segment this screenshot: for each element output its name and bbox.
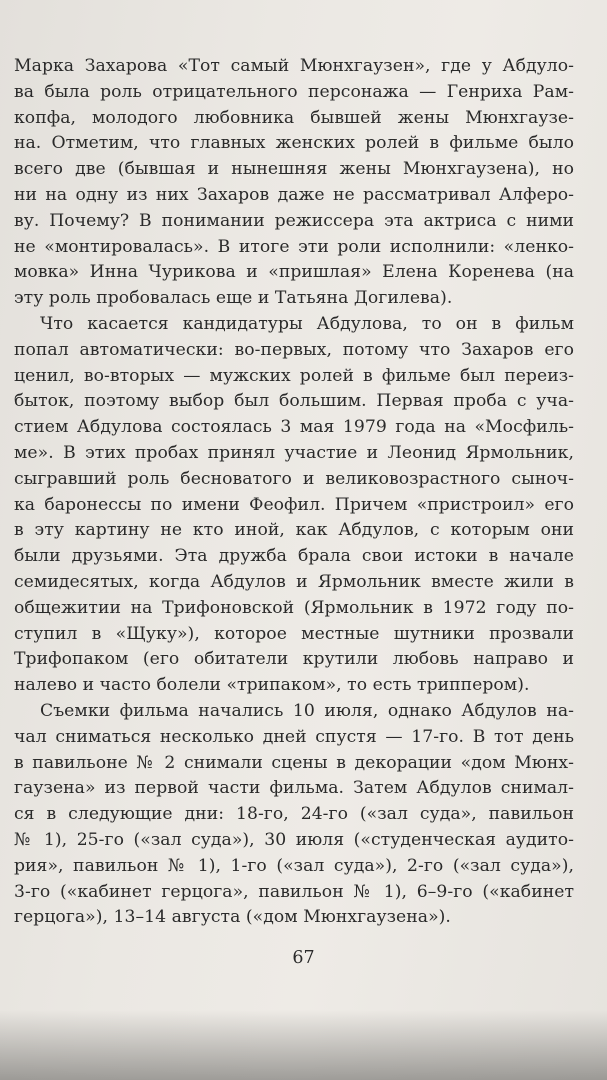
text-line: ка баронессы по имени Феофил. Причем «пристроил» его: [14, 494, 574, 515]
text-line: ступил в «Щуку»), которое местные шутники прозвали: [14, 623, 574, 644]
text-line: общежитии на Трифоновской (Ярмольник в 1972 году по-: [14, 597, 574, 618]
page-number: 67: [292, 948, 315, 968]
text-line: быток, поэтому выбор был большим. Первая проба с уча-: [14, 391, 574, 412]
text-line: всего две (бывшая и нынешняя жены Мюнхгаузена), но: [14, 159, 574, 180]
text-line: ву. Почему? В понимании режиссера эта актриса с ними: [14, 210, 574, 231]
text-line: герцога»), 13–14 августа («дом Мюнхгаузена»).: [14, 907, 451, 928]
text-line: 3-го («кабинет герцога», павильон № 1), 6–9-го («кабинет: [14, 881, 574, 902]
text-line: попал автоматически: во-первых, потому что Захаров его: [14, 339, 574, 360]
page-bottom-shadow: [0, 1010, 607, 1080]
paragraph-start-line: Съемки фильма начались 10 июля, однако Абдулов на-: [40, 700, 574, 721]
body-text: [14, 54, 574, 931]
text-line: ме». В этих пробах принял участие и Леонид Ярмольник,: [14, 442, 574, 463]
text-line: Трифопаком (его обитатели крутили любовь направо и: [14, 649, 574, 670]
text-line: ва была роль отрицательного персонажа — Генриха Рам-: [14, 81, 574, 102]
text-line: налево и часто болели «трипаком», то есть триппером).: [14, 675, 530, 696]
text-line: эту роль пробовалась еще и Татьяна Догилева).: [14, 288, 453, 309]
text-line: копфа, молодого любовника бывшей жены Мюнхгаузе-: [14, 107, 574, 128]
text-line: на. Отметим, что главных женских ролей в фильме было: [14, 133, 574, 154]
text-line: чал сниматься несколько дней спустя — 17-го. В тот день: [14, 726, 574, 747]
text-line: в павильоне № 2 снимали сцены в декорации «дом Мюнх-: [14, 752, 574, 773]
text-line: ценил, во-вторых — мужских ролей в фильме был переиз-: [14, 365, 574, 386]
text-line: не «монтировалась». В итоге эти роли исполнили: «ленко-: [14, 236, 574, 257]
text-line: в эту картину не кто иной, как Абдулов, с которым они: [14, 520, 574, 541]
text-line: сыгравший роль бесноватого и великовозрастного сыноч-: [14, 468, 574, 489]
text-line: рия», павильон № 1), 1-го («зал суда»), 2-го («зал суда»),: [14, 855, 574, 876]
text-line: Марка Захарова «Тот самый Мюнхгаузен», где у Абдуло-: [14, 56, 574, 76]
text-line: ся в следующие дни: 18-го, 24-го («зал суда», павильон: [14, 804, 574, 825]
text-line: мовка» Инна Чурикова и «пришлая» Елена Коренева (на: [14, 262, 574, 283]
text-line: семидесятых, когда Абдулов и Ярмольник вместе жили в: [14, 571, 574, 592]
text-line: гаузена» из первой части фильма. Затем Абдулов снимал-: [14, 778, 574, 799]
paragraph-start-line: Что касается кандидатуры Абдулова, то он в фильм: [40, 313, 574, 334]
text-line: № 1), 25-го («зал суда»), 30 июля («студенческая аудито-: [14, 829, 574, 850]
text-line: ни на одну из них Захаров даже не рассматривал Алферо-: [14, 184, 574, 205]
text-line: были друзьями. Эта дружба брала свои истоки в начале: [14, 546, 574, 567]
text-line: стием Абдулова состоялась 3 мая 1979 года на «Мосфиль-: [14, 417, 574, 438]
